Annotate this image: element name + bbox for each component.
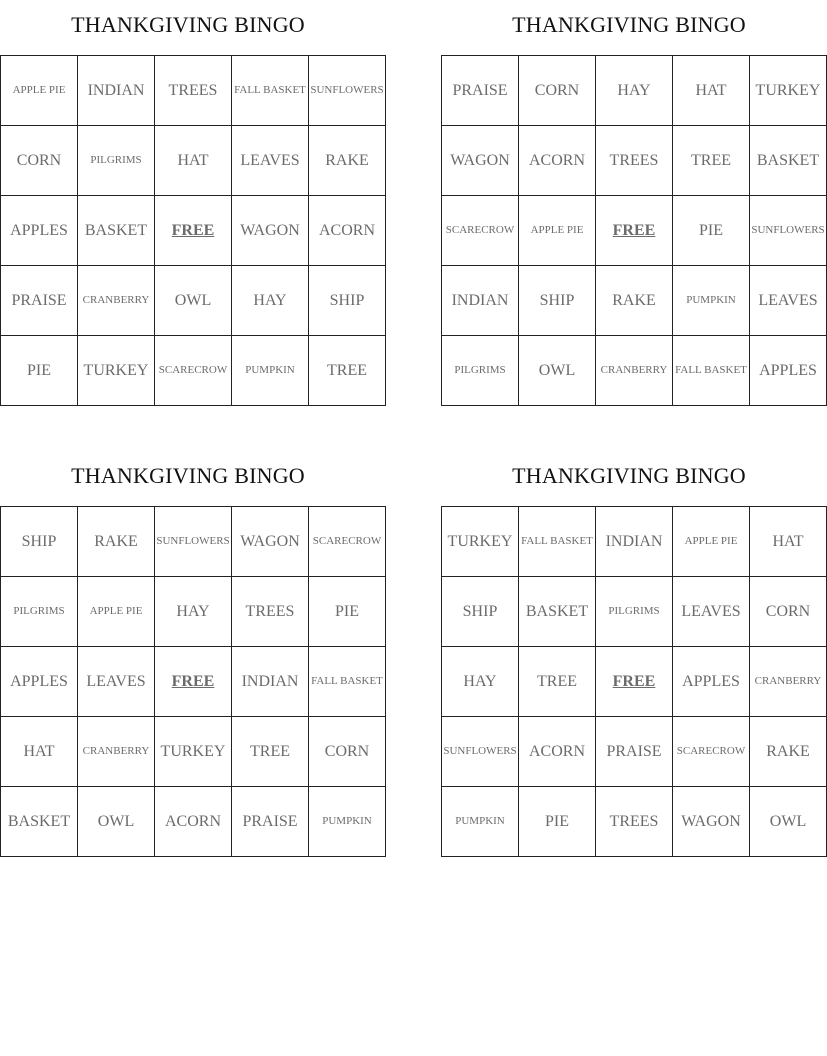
bingo-cell: WAGON [232,196,309,266]
free-space-cell: FREE [155,647,232,717]
bingo-cell: WAGON [442,126,519,196]
bingo-cell: SCARECROW [442,196,519,266]
bingo-cell: INDIAN [78,56,155,126]
bingo-cell: LEAVES [750,266,827,336]
bingo-cell: SCARECROW [155,336,232,406]
card-title: THANKGIVING BINGO [71,463,305,488]
bingo-row [1,787,386,857]
bingo-cell: SHIP [1,507,78,577]
card-title: THANKGIVING BINGO [512,12,746,37]
bingo-row [1,56,386,126]
bingo-row [442,717,827,787]
bingo-cell: SHIP [519,266,596,336]
bingo-row [1,577,386,647]
bingo-cell: SCARECROW [673,717,750,787]
bingo-cell: PUMPKIN [309,787,386,857]
bingo-row [442,507,827,577]
bingo-cell: PIE [519,787,596,857]
free-space-cell: FREE [155,196,232,266]
bingo-row [1,126,386,196]
bingo-cell: SHIP [442,577,519,647]
bingo-cell: PRAISE [442,56,519,126]
bingo-cell: APPLES [1,196,78,266]
bingo-cell: TURKEY [750,56,827,126]
bingo-cell: HAY [155,577,232,647]
bingo-cell: SUNFLOWERS [750,196,827,266]
bingo-cell: APPLE PIE [1,56,78,126]
bingo-cell: BASKET [519,577,596,647]
bingo-row [442,196,827,266]
bingo-cell: APPLE PIE [519,196,596,266]
bingo-row [1,266,386,336]
bingo-cell: CRANBERRY [78,717,155,787]
bingo-cell: INDIAN [596,507,673,577]
bingo-cell: OWL [519,336,596,406]
bingo-cell: FALL BASKET [673,336,750,406]
bingo-cell: HAT [673,56,750,126]
bingo-cell: PUMPKIN [442,787,519,857]
bingo-cell: PILGRIMS [596,577,673,647]
bingo-cell: INDIAN [442,266,519,336]
bingo-cell: CORN [750,577,827,647]
bingo-cell: RAKE [750,717,827,787]
bingo-cell: WAGON [232,507,309,577]
bingo-cell: HAY [596,56,673,126]
card-title: THANKGIVING BINGO [71,12,305,37]
bingo-cell: PRAISE [1,266,78,336]
bingo-cell: SCARECROW [309,507,386,577]
bingo-cell: SHIP [309,266,386,336]
bingo-cell: OWL [750,787,827,857]
bingo-cell: TURKEY [442,507,519,577]
bingo-cell: TREE [309,336,386,406]
bingo-cell: ACORN [519,717,596,787]
bingo-row [1,507,386,577]
bingo-cell: FALL BASKET [519,507,596,577]
bingo-cell: ACORN [309,196,386,266]
bingo-cell: PILGRIMS [1,577,78,647]
bingo-cell: TURKEY [155,717,232,787]
bingo-row [442,336,827,406]
card-title: THANKGIVING BINGO [512,463,746,488]
bingo-cell: BASKET [750,126,827,196]
bingo-cell: APPLE PIE [673,507,750,577]
bingo-cell: RAKE [596,266,673,336]
bingo-cell: CRANBERRY [750,647,827,717]
bingo-cell: SUNFLOWERS [442,717,519,787]
bingo-cell: PRAISE [232,787,309,857]
bingo-cell: TREE [232,717,309,787]
bingo-grid [441,55,827,406]
bingo-row [1,196,386,266]
bingo-row [1,717,386,787]
bingo-cell: HAT [155,126,232,196]
bingo-row [1,647,386,717]
bingo-grid [441,506,827,857]
bingo-cell: INDIAN [232,647,309,717]
bingo-cell: LEAVES [673,577,750,647]
bingo-cell: CORN [309,717,386,787]
bingo-cell: HAY [232,266,309,336]
bingo-row [442,266,827,336]
bingo-cell: OWL [155,266,232,336]
bingo-cell: TREES [155,56,232,126]
bingo-cell: APPLE PIE [78,577,155,647]
bingo-cell: SUNFLOWERS [309,56,386,126]
bingo-cell: SUNFLOWERS [155,507,232,577]
bingo-cell: APPLES [750,336,827,406]
bingo-cell: PILGRIMS [78,126,155,196]
bingo-cell: ACORN [519,126,596,196]
bingo-cell: CORN [1,126,78,196]
bingo-row [442,577,827,647]
bingo-cell: TREES [596,126,673,196]
bingo-cell: HAT [750,507,827,577]
bingo-cell: HAY [442,647,519,717]
bingo-cell: LEAVES [78,647,155,717]
bingo-cell: BASKET [78,196,155,266]
bingo-cell: RAKE [78,507,155,577]
free-space-cell: FREE [596,647,673,717]
bingo-cell: PIE [309,577,386,647]
bingo-cell: OWL [78,787,155,857]
bingo-row [442,647,827,717]
bingo-row [442,56,827,126]
bingo-grid [0,55,386,406]
bingo-cell: PUMPKIN [232,336,309,406]
bingo-grid [0,506,386,857]
bingo-cell: CRANBERRY [596,336,673,406]
bingo-cell: TREE [673,126,750,196]
bingo-cell: PIE [673,196,750,266]
bingo-cell: TREES [596,787,673,857]
bingo-cell: TREES [232,577,309,647]
bingo-cell: CRANBERRY [78,266,155,336]
bingo-cell: LEAVES [232,126,309,196]
bingo-cell: WAGON [673,787,750,857]
bingo-cell: CORN [519,56,596,126]
bingo-cell: TREE [519,647,596,717]
bingo-cell: ACORN [155,787,232,857]
bingo-cell: APPLES [673,647,750,717]
bingo-cell: PILGRIMS [442,336,519,406]
bingo-cell: PUMPKIN [673,266,750,336]
bingo-row [442,126,827,196]
bingo-cell: TURKEY [78,336,155,406]
free-space-cell: FREE [596,196,673,266]
bingo-row [442,787,827,857]
bingo-cell: RAKE [309,126,386,196]
bingo-cell: PIE [1,336,78,406]
bingo-cell: FALL BASKET [232,56,309,126]
bingo-cell: BASKET [1,787,78,857]
bingo-cell: PRAISE [596,717,673,787]
bingo-cell: FALL BASKET [309,647,386,717]
bingo-cell: HAT [1,717,78,787]
bingo-cell: APPLES [1,647,78,717]
bingo-row [1,336,386,406]
